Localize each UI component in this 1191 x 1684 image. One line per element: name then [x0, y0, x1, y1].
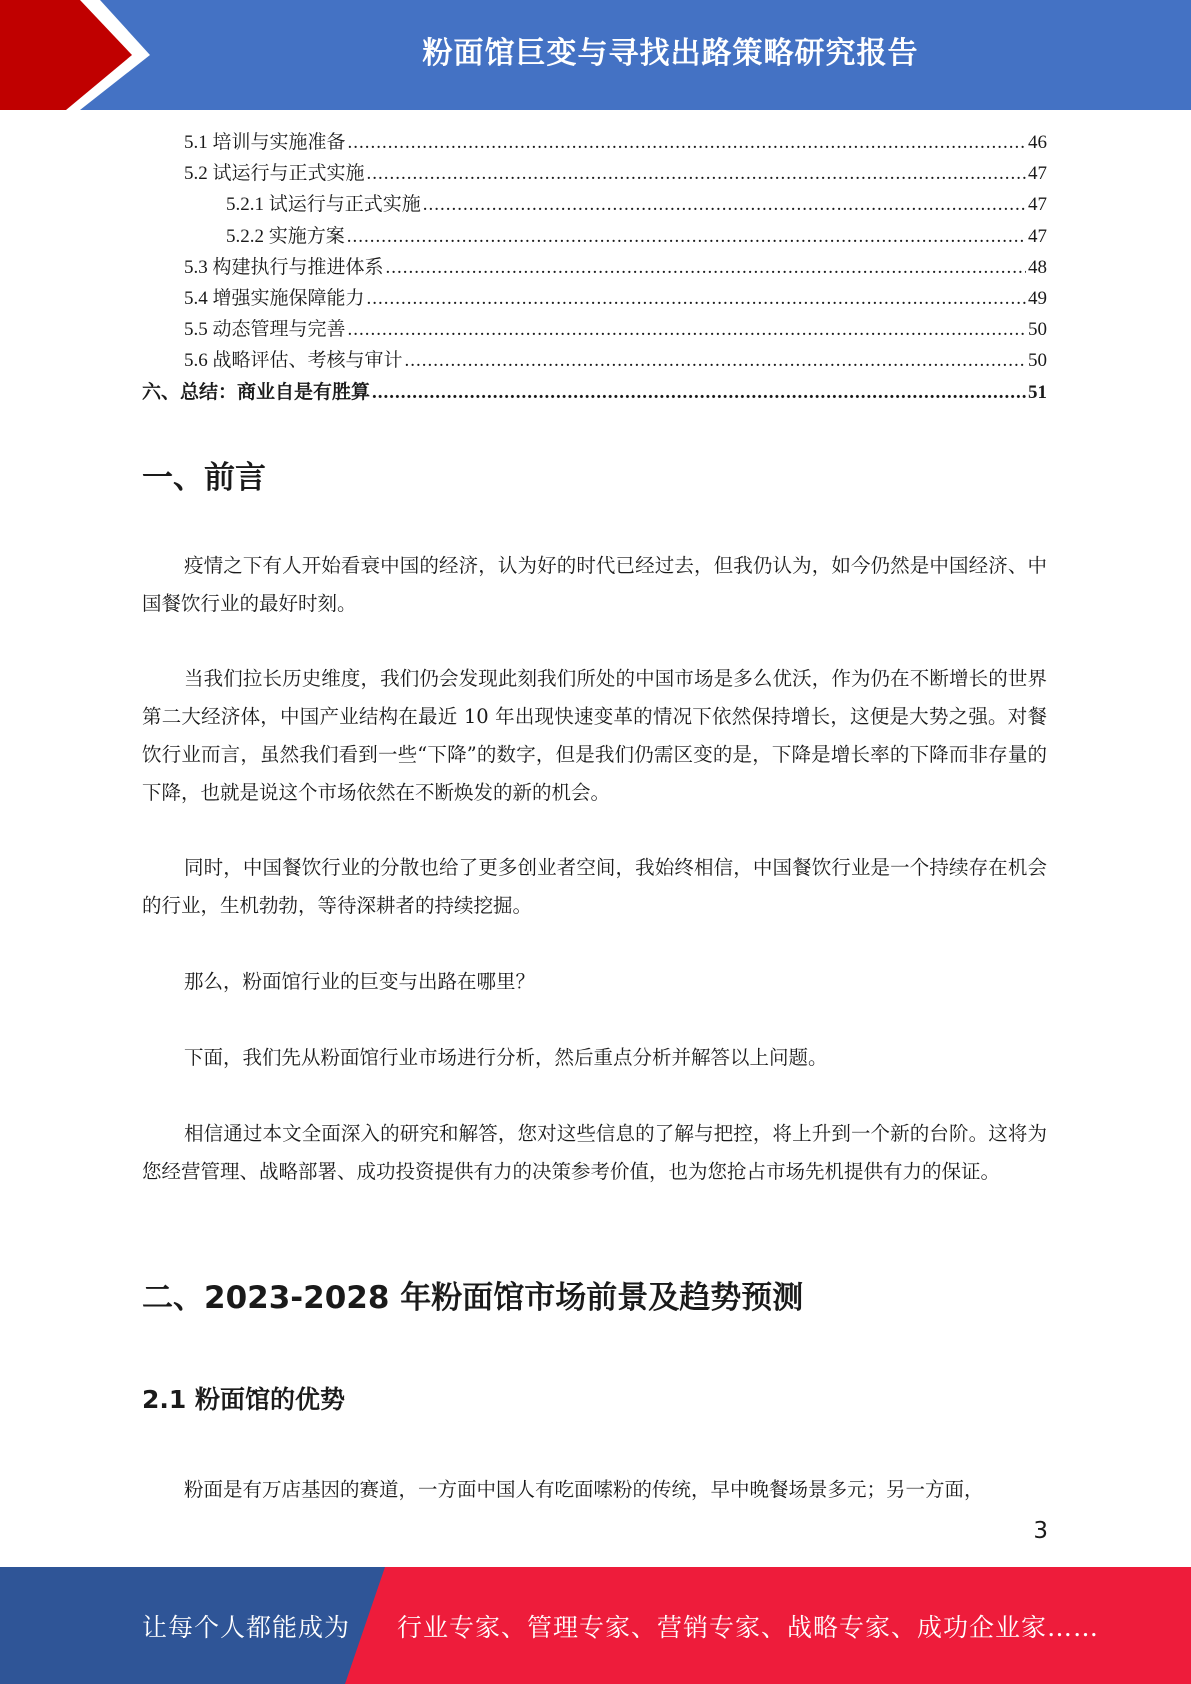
page-footer: [0, 1567, 1191, 1684]
subsection-heading: 2.1 粉面馆的优势: [142, 1385, 345, 1414]
table-of-contents: [142, 127, 1047, 408]
toc-entry-page: 46: [1028, 132, 1047, 153]
toc-leader: [386, 252, 1026, 283]
toc-entry-label: 5.5 动态管理与完善: [184, 319, 346, 341]
toc-entry[interactable]: [142, 314, 1047, 345]
toc-entry-page: 47: [1028, 225, 1047, 247]
paragraph: 疫情之下有人开始看衰中国的经济，认为好的时代已经过去，但我仍认为，如今仍然是中国经济、中国餐饮行业的最好时刻。: [142, 554, 1047, 615]
footer-slogan-right: 行业专家、管理专家、营销专家、战略专家、成功企业家……: [397, 1612, 1100, 1642]
footer-slogan-left: 让每个人都能成为: [142, 1612, 351, 1642]
toc-entry[interactable]: [142, 345, 1047, 376]
toc-entry[interactable]: [142, 252, 1047, 283]
toc-entry-page: 50: [1028, 319, 1047, 341]
toc-leader: [367, 158, 1026, 189]
section-heading: 二、2023-2028 年粉面馆市场前景及趋势预测: [142, 1280, 804, 1316]
paragraph: 相信通过本文全面深入的研究和解答，您对这些信息的了解与把控，将上升到一个新的台阶。这将为您经营管理、战略部署、成功投资提供有力的决策参考价值，也为您抢占市场先机提供有力的保证。: [142, 1122, 1047, 1183]
toc-entry-label: 5.6 战略评估、考核与审计: [184, 350, 403, 372]
toc-entry[interactable]: [142, 283, 1047, 314]
toc-leader: [423, 189, 1026, 220]
toc-entry[interactable]: [142, 127, 1047, 158]
toc-entry[interactable]: [142, 221, 1047, 252]
toc-leader: [348, 314, 1026, 345]
toc-leader: [348, 127, 1026, 158]
toc-leader: [367, 283, 1026, 314]
toc-entry-page: 48: [1028, 256, 1047, 278]
toc-entry-page: 49: [1028, 287, 1047, 309]
toc-entry-page: 51: [1028, 381, 1047, 403]
toc-entry-page: 47: [1028, 163, 1047, 185]
toc-leader: [372, 377, 1026, 408]
toc-entry[interactable]: [142, 158, 1047, 189]
toc-entry-label: 5.2.2 实施方案: [226, 225, 345, 247]
page-header: [0, 0, 1191, 110]
toc-entry-label: 5.2.1 试运行与正式实施: [226, 194, 421, 216]
toc-entry-label: 5.2 试运行与正式实施: [184, 163, 365, 185]
section-heading: 一、前言: [142, 460, 266, 496]
paragraph: 粉面是有万店基因的赛道，一方面中国人有吃面嗦粉的传统，早中晚餐场景多元；另一方面，: [184, 1478, 984, 1501]
toc-entry-label: 六、总结：商业自是有胜算: [142, 381, 371, 403]
toc-entry-page: 47: [1028, 194, 1047, 216]
toc-leader: [347, 221, 1026, 252]
document-title: 粉面馆巨变与寻找出路策略研究报告: [422, 36, 919, 71]
toc-entry[interactable]: [142, 377, 1047, 408]
toc-entry-label: 5.1 培训与实施准备: [184, 132, 346, 153]
toc-entry[interactable]: [142, 189, 1047, 220]
toc-entry-page: 50: [1028, 350, 1047, 372]
toc-entry-label: 5.4 增强实施保障能力: [184, 287, 365, 309]
paragraph: 同时，中国餐饮行业的分散也给了更多创业者空间，我始终相信，中国餐饮行业是一个持续存在机会的行业，生机勃勃，等待深耕者的持续挖掘。: [142, 856, 1047, 917]
page-number: 3: [1033, 1518, 1048, 1544]
toc-leader: [405, 345, 1026, 376]
toc-entry-label: 5.3 构建执行与推进体系: [184, 256, 384, 278]
paragraph: 当我们拉长历史维度，我们仍会发现此刻我们所处的中国市场是多么优沃，作为仍在不断增长的世界第二大经济体，中国产业结构在最近 10 年出现快速变革的情况下依然保持增长，这便是大势之强。对餐饮行业而言，虽然我们看到一些“下降”的数字，但是我们仍需区变的是，下降是增长率的下降而非存量的下降，也就是说这个市场依然在不断焕发的新的机会。: [142, 667, 1047, 804]
paragraph: 下面，我们先从粉面馆行业市场进行分析，然后重点分析并解答以上问题。: [184, 1046, 828, 1069]
paragraph: 那么，粉面馆行业的巨变与出路在哪里？: [184, 970, 536, 993]
